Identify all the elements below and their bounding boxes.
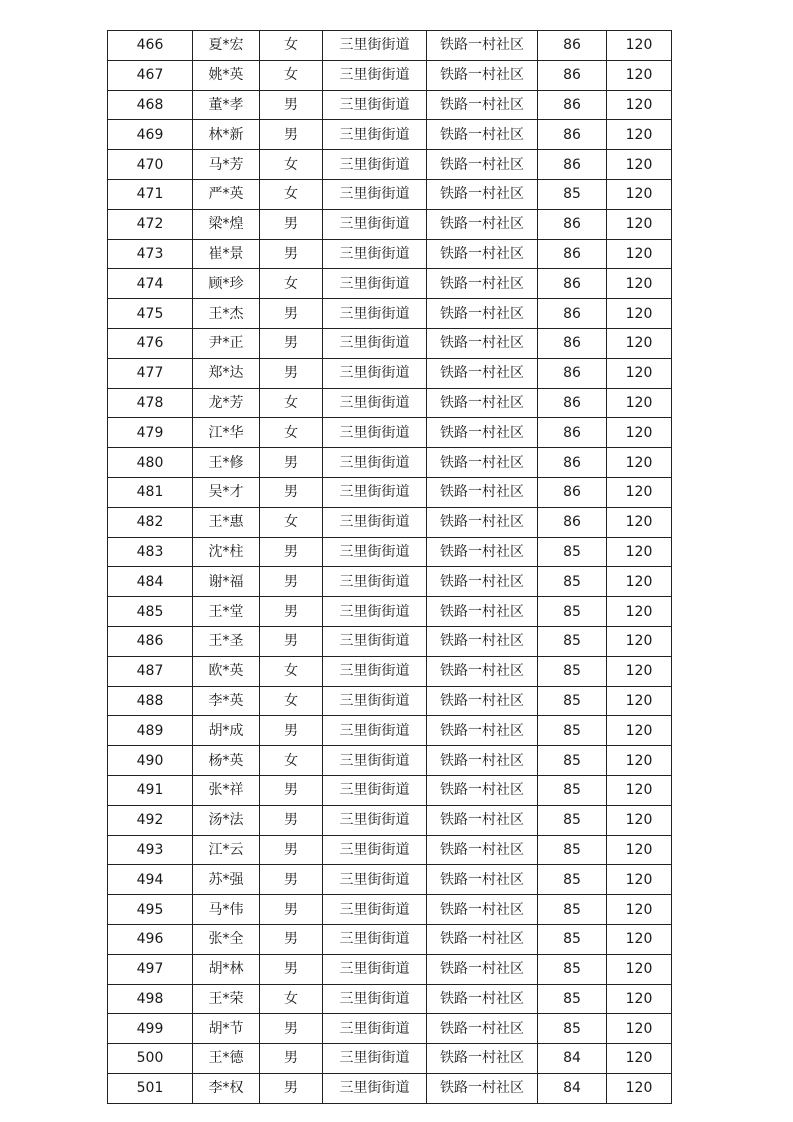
community-cell: 铁路一村社区 — [427, 150, 538, 180]
age-cell: 85 — [538, 805, 607, 835]
street-cell: 三里街街道 — [323, 775, 427, 805]
amount-cell: 120 — [607, 716, 672, 746]
gender-cell: 男 — [260, 895, 323, 925]
table-row — [108, 597, 672, 627]
age-cell: 86 — [538, 418, 607, 448]
street-cell: 三里街街道 — [323, 388, 427, 418]
community-cell: 铁路一村社区 — [427, 90, 538, 120]
amount-cell: 120 — [607, 418, 672, 448]
street-cell: 三里街街道 — [323, 299, 427, 329]
serial-number-cell: 466 — [108, 31, 193, 61]
name-cell: 马*伟 — [193, 895, 260, 925]
gender-cell: 男 — [260, 358, 323, 388]
name-cell: 江*云 — [193, 835, 260, 865]
amount-cell: 120 — [607, 120, 672, 150]
age-cell: 85 — [538, 626, 607, 656]
community-cell: 铁路一村社区 — [427, 418, 538, 448]
amount-cell: 120 — [607, 31, 672, 61]
age-cell: 86 — [538, 269, 607, 299]
community-cell: 铁路一村社区 — [427, 299, 538, 329]
amount-cell: 120 — [607, 477, 672, 507]
name-cell: 龙*芳 — [193, 388, 260, 418]
serial-number-cell: 491 — [108, 775, 193, 805]
street-cell: 三里街街道 — [323, 626, 427, 656]
amount-cell: 120 — [607, 805, 672, 835]
age-cell: 85 — [538, 865, 607, 895]
age-cell: 86 — [538, 90, 607, 120]
serial-number-cell: 476 — [108, 328, 193, 358]
serial-number-cell: 480 — [108, 448, 193, 478]
gender-cell: 女 — [260, 179, 323, 209]
table-row — [108, 865, 672, 895]
name-cell: 姚*英 — [193, 60, 260, 90]
age-cell: 86 — [538, 328, 607, 358]
gender-cell: 男 — [260, 299, 323, 329]
community-cell: 铁路一村社区 — [427, 924, 538, 954]
name-cell: 李*权 — [193, 1073, 260, 1103]
table-row — [108, 120, 672, 150]
name-cell: 张*全 — [193, 924, 260, 954]
gender-cell: 男 — [260, 328, 323, 358]
name-cell: 严*英 — [193, 179, 260, 209]
table-row — [108, 835, 672, 865]
community-cell: 铁路一村社区 — [427, 120, 538, 150]
street-cell: 三里街街道 — [323, 835, 427, 865]
community-cell: 铁路一村社区 — [427, 1073, 538, 1103]
street-cell: 三里街街道 — [323, 1044, 427, 1074]
table-row — [108, 448, 672, 478]
community-cell: 铁路一村社区 — [427, 746, 538, 776]
table-row — [108, 1044, 672, 1074]
community-cell: 铁路一村社区 — [427, 31, 538, 61]
community-cell: 铁路一村社区 — [427, 567, 538, 597]
age-cell: 85 — [538, 746, 607, 776]
age-cell: 86 — [538, 31, 607, 61]
gender-cell: 男 — [260, 90, 323, 120]
age-cell: 85 — [538, 835, 607, 865]
amount-cell: 120 — [607, 567, 672, 597]
amount-cell: 120 — [607, 90, 672, 120]
community-cell: 铁路一村社区 — [427, 686, 538, 716]
age-cell: 86 — [538, 477, 607, 507]
street-cell: 三里街街道 — [323, 716, 427, 746]
age-cell: 85 — [538, 567, 607, 597]
serial-number-cell: 471 — [108, 179, 193, 209]
table-row — [108, 686, 672, 716]
community-cell: 铁路一村社区 — [427, 209, 538, 239]
name-cell: 江*华 — [193, 418, 260, 448]
serial-number-cell: 494 — [108, 865, 193, 895]
gender-cell: 男 — [260, 1014, 323, 1044]
street-cell: 三里街街道 — [323, 865, 427, 895]
table-row — [108, 209, 672, 239]
amount-cell: 120 — [607, 746, 672, 776]
gender-cell: 男 — [260, 716, 323, 746]
street-cell: 三里街街道 — [323, 179, 427, 209]
serial-number-cell: 467 — [108, 60, 193, 90]
serial-number-cell: 488 — [108, 686, 193, 716]
street-cell: 三里街街道 — [323, 448, 427, 478]
gender-cell: 男 — [260, 120, 323, 150]
table-row — [108, 895, 672, 925]
name-cell: 胡*节 — [193, 1014, 260, 1044]
street-cell: 三里街街道 — [323, 358, 427, 388]
table-row — [108, 269, 672, 299]
community-cell: 铁路一村社区 — [427, 328, 538, 358]
amount-cell: 120 — [607, 448, 672, 478]
gender-cell: 男 — [260, 597, 323, 627]
community-cell: 铁路一村社区 — [427, 60, 538, 90]
table-row — [108, 388, 672, 418]
name-cell: 崔*景 — [193, 239, 260, 269]
table-row — [108, 626, 672, 656]
age-cell: 86 — [538, 120, 607, 150]
street-cell: 三里街街道 — [323, 924, 427, 954]
community-cell: 铁路一村社区 — [427, 805, 538, 835]
community-cell: 铁路一村社区 — [427, 775, 538, 805]
name-cell: 王*德 — [193, 1044, 260, 1074]
community-cell: 铁路一村社区 — [427, 656, 538, 686]
age-cell: 85 — [538, 656, 607, 686]
gender-cell: 女 — [260, 507, 323, 537]
street-cell: 三里街街道 — [323, 1073, 427, 1103]
gender-cell: 女 — [260, 984, 323, 1014]
serial-number-cell: 486 — [108, 626, 193, 656]
gender-cell: 女 — [260, 686, 323, 716]
serial-number-cell: 493 — [108, 835, 193, 865]
amount-cell: 120 — [607, 924, 672, 954]
gender-cell: 女 — [260, 388, 323, 418]
serial-number-cell: 481 — [108, 477, 193, 507]
table-row — [108, 716, 672, 746]
gender-cell: 女 — [260, 150, 323, 180]
community-cell: 铁路一村社区 — [427, 865, 538, 895]
community-cell: 铁路一村社区 — [427, 537, 538, 567]
name-cell: 夏*宏 — [193, 31, 260, 61]
serial-number-cell: 489 — [108, 716, 193, 746]
amount-cell: 120 — [607, 358, 672, 388]
amount-cell: 120 — [607, 388, 672, 418]
amount-cell: 120 — [607, 60, 672, 90]
street-cell: 三里街街道 — [323, 895, 427, 925]
serial-number-cell: 474 — [108, 269, 193, 299]
name-cell: 欧*英 — [193, 656, 260, 686]
street-cell: 三里街街道 — [323, 507, 427, 537]
age-cell: 85 — [538, 179, 607, 209]
age-cell: 86 — [538, 358, 607, 388]
serial-number-cell: 497 — [108, 954, 193, 984]
serial-number-cell: 485 — [108, 597, 193, 627]
community-cell: 铁路一村社区 — [427, 448, 538, 478]
table-row — [108, 984, 672, 1014]
serial-number-cell: 484 — [108, 567, 193, 597]
street-cell: 三里街街道 — [323, 120, 427, 150]
table-row — [108, 924, 672, 954]
street-cell: 三里街街道 — [323, 686, 427, 716]
name-cell: 顾*珍 — [193, 269, 260, 299]
serial-number-cell: 500 — [108, 1044, 193, 1074]
name-cell: 杨*英 — [193, 746, 260, 776]
gender-cell: 男 — [260, 805, 323, 835]
amount-cell: 120 — [607, 179, 672, 209]
age-cell: 85 — [538, 686, 607, 716]
gender-cell: 男 — [260, 924, 323, 954]
community-cell: 铁路一村社区 — [427, 477, 538, 507]
gender-cell: 女 — [260, 31, 323, 61]
street-cell: 三里街街道 — [323, 567, 427, 597]
serial-number-cell: 469 — [108, 120, 193, 150]
name-cell: 沈*柱 — [193, 537, 260, 567]
age-cell: 84 — [538, 1073, 607, 1103]
gender-cell: 男 — [260, 537, 323, 567]
table-row — [108, 775, 672, 805]
age-cell: 85 — [538, 537, 607, 567]
community-cell: 铁路一村社区 — [427, 597, 538, 627]
age-cell: 85 — [538, 716, 607, 746]
name-cell: 张*祥 — [193, 775, 260, 805]
serial-number-cell: 475 — [108, 299, 193, 329]
serial-number-cell: 479 — [108, 418, 193, 448]
table-row — [108, 954, 672, 984]
street-cell: 三里街街道 — [323, 239, 427, 269]
amount-cell: 120 — [607, 865, 672, 895]
amount-cell: 120 — [607, 835, 672, 865]
street-cell: 三里街街道 — [323, 209, 427, 239]
amount-cell: 120 — [607, 507, 672, 537]
table-row — [108, 567, 672, 597]
street-cell: 三里街街道 — [323, 984, 427, 1014]
community-cell: 铁路一村社区 — [427, 239, 538, 269]
name-cell: 董*孝 — [193, 90, 260, 120]
age-cell: 85 — [538, 984, 607, 1014]
table-row — [108, 358, 672, 388]
amount-cell: 120 — [607, 775, 672, 805]
roster-table — [107, 30, 672, 1104]
street-cell: 三里街街道 — [323, 954, 427, 984]
age-cell: 86 — [538, 299, 607, 329]
gender-cell: 男 — [260, 239, 323, 269]
name-cell: 尹*正 — [193, 328, 260, 358]
community-cell: 铁路一村社区 — [427, 1014, 538, 1044]
name-cell: 郑*达 — [193, 358, 260, 388]
amount-cell: 120 — [607, 597, 672, 627]
serial-number-cell: 496 — [108, 924, 193, 954]
name-cell: 王*圣 — [193, 626, 260, 656]
amount-cell: 120 — [607, 626, 672, 656]
name-cell: 苏*强 — [193, 865, 260, 895]
name-cell: 谢*福 — [193, 567, 260, 597]
street-cell: 三里街街道 — [323, 150, 427, 180]
gender-cell: 女 — [260, 60, 323, 90]
community-cell: 铁路一村社区 — [427, 1044, 538, 1074]
serial-number-cell: 499 — [108, 1014, 193, 1044]
amount-cell: 120 — [607, 984, 672, 1014]
age-cell: 85 — [538, 895, 607, 925]
name-cell: 王*惠 — [193, 507, 260, 537]
street-cell: 三里街街道 — [323, 597, 427, 627]
gender-cell: 男 — [260, 954, 323, 984]
amount-cell: 120 — [607, 656, 672, 686]
table-row — [108, 239, 672, 269]
amount-cell: 120 — [607, 299, 672, 329]
age-cell: 86 — [538, 60, 607, 90]
table-row — [108, 90, 672, 120]
amount-cell: 120 — [607, 209, 672, 239]
age-cell: 86 — [538, 239, 607, 269]
community-cell: 铁路一村社区 — [427, 358, 538, 388]
table-row — [108, 537, 672, 567]
gender-cell: 男 — [260, 567, 323, 597]
amount-cell: 120 — [607, 239, 672, 269]
name-cell: 梁*煌 — [193, 209, 260, 239]
table-row — [108, 179, 672, 209]
street-cell: 三里街街道 — [323, 656, 427, 686]
gender-cell: 男 — [260, 626, 323, 656]
table-row — [108, 1014, 672, 1044]
amount-cell: 120 — [607, 954, 672, 984]
gender-cell: 男 — [260, 1044, 323, 1074]
table-row — [108, 60, 672, 90]
amount-cell: 120 — [607, 328, 672, 358]
roster-table-body — [108, 31, 672, 1104]
amount-cell: 120 — [607, 269, 672, 299]
amount-cell: 120 — [607, 1044, 672, 1074]
gender-cell: 女 — [260, 269, 323, 299]
street-cell: 三里街街道 — [323, 31, 427, 61]
table-row — [108, 418, 672, 448]
street-cell: 三里街街道 — [323, 477, 427, 507]
gender-cell: 男 — [260, 835, 323, 865]
community-cell: 铁路一村社区 — [427, 835, 538, 865]
street-cell: 三里街街道 — [323, 418, 427, 448]
age-cell: 85 — [538, 1014, 607, 1044]
age-cell: 85 — [538, 597, 607, 627]
table-row — [108, 746, 672, 776]
serial-number-cell: 492 — [108, 805, 193, 835]
street-cell: 三里街街道 — [323, 60, 427, 90]
roster-sheet — [107, 30, 671, 1104]
amount-cell: 120 — [607, 895, 672, 925]
community-cell: 铁路一村社区 — [427, 954, 538, 984]
gender-cell: 男 — [260, 448, 323, 478]
gender-cell: 男 — [260, 209, 323, 239]
serial-number-cell: 498 — [108, 984, 193, 1014]
name-cell: 汤*法 — [193, 805, 260, 835]
street-cell: 三里街街道 — [323, 537, 427, 567]
amount-cell: 120 — [607, 150, 672, 180]
serial-number-cell: 495 — [108, 895, 193, 925]
name-cell: 李*英 — [193, 686, 260, 716]
community-cell: 铁路一村社区 — [427, 269, 538, 299]
serial-number-cell: 468 — [108, 90, 193, 120]
street-cell: 三里街街道 — [323, 269, 427, 299]
serial-number-cell: 482 — [108, 507, 193, 537]
gender-cell: 男 — [260, 865, 323, 895]
amount-cell: 120 — [607, 1014, 672, 1044]
age-cell: 84 — [538, 1044, 607, 1074]
serial-number-cell: 477 — [108, 358, 193, 388]
serial-number-cell: 483 — [108, 537, 193, 567]
gender-cell: 女 — [260, 746, 323, 776]
gender-cell: 女 — [260, 418, 323, 448]
community-cell: 铁路一村社区 — [427, 388, 538, 418]
community-cell: 铁路一村社区 — [427, 716, 538, 746]
table-row — [108, 328, 672, 358]
serial-number-cell: 470 — [108, 150, 193, 180]
age-cell: 85 — [538, 924, 607, 954]
street-cell: 三里街街道 — [323, 90, 427, 120]
community-cell: 铁路一村社区 — [427, 507, 538, 537]
gender-cell: 女 — [260, 656, 323, 686]
community-cell: 铁路一村社区 — [427, 626, 538, 656]
serial-number-cell: 487 — [108, 656, 193, 686]
age-cell: 86 — [538, 388, 607, 418]
gender-cell: 男 — [260, 775, 323, 805]
table-row — [108, 299, 672, 329]
name-cell: 马*芳 — [193, 150, 260, 180]
serial-number-cell: 501 — [108, 1073, 193, 1103]
street-cell: 三里街街道 — [323, 805, 427, 835]
name-cell: 王*荣 — [193, 984, 260, 1014]
amount-cell: 120 — [607, 1073, 672, 1103]
amount-cell: 120 — [607, 537, 672, 567]
community-cell: 铁路一村社区 — [427, 179, 538, 209]
table-row — [108, 507, 672, 537]
age-cell: 86 — [538, 507, 607, 537]
age-cell: 86 — [538, 150, 607, 180]
table-row — [108, 1073, 672, 1103]
name-cell: 王*杰 — [193, 299, 260, 329]
table-row — [108, 477, 672, 507]
amount-cell: 120 — [607, 686, 672, 716]
serial-number-cell: 478 — [108, 388, 193, 418]
street-cell: 三里街街道 — [323, 1014, 427, 1044]
street-cell: 三里街街道 — [323, 746, 427, 776]
gender-cell: 男 — [260, 477, 323, 507]
name-cell: 胡*成 — [193, 716, 260, 746]
table-row — [108, 656, 672, 686]
age-cell: 86 — [538, 209, 607, 239]
name-cell: 吴*才 — [193, 477, 260, 507]
community-cell: 铁路一村社区 — [427, 895, 538, 925]
table-row — [108, 150, 672, 180]
gender-cell: 男 — [260, 1073, 323, 1103]
name-cell: 王*堂 — [193, 597, 260, 627]
table-row — [108, 805, 672, 835]
name-cell: 王*修 — [193, 448, 260, 478]
age-cell: 86 — [538, 448, 607, 478]
serial-number-cell: 472 — [108, 209, 193, 239]
age-cell: 85 — [538, 954, 607, 984]
serial-number-cell: 490 — [108, 746, 193, 776]
age-cell: 85 — [538, 775, 607, 805]
table-row — [108, 31, 672, 61]
street-cell: 三里街街道 — [323, 328, 427, 358]
name-cell: 林*新 — [193, 120, 260, 150]
serial-number-cell: 473 — [108, 239, 193, 269]
community-cell: 铁路一村社区 — [427, 984, 538, 1014]
name-cell: 胡*林 — [193, 954, 260, 984]
